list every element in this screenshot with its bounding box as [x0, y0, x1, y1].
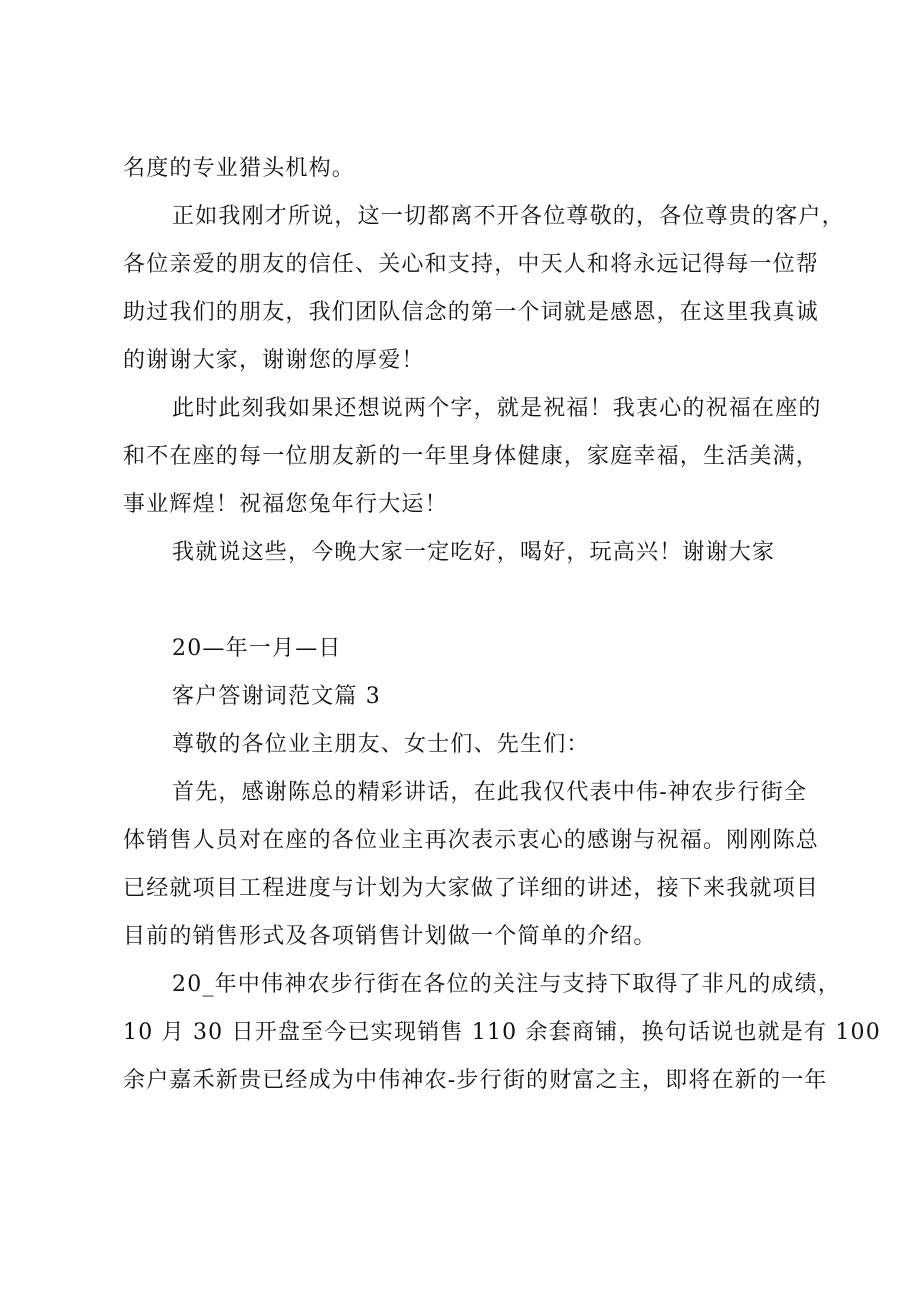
date-line: 20—年一月—日 [172, 636, 342, 661]
text-line: 目前的销售形式及各项销售计划做一个简单的介绍。 [123, 924, 657, 949]
paragraph-start: 正如我刚才所说，这一切都离不开各位尊敬的，各位尊贵的客户， [172, 204, 845, 229]
section-title: 客户答谢词范文篇 3 [172, 684, 381, 709]
text-line: 10 月 30 日开盘至今已实现销售 110 余套商铺，换句话说也就是有 100 [123, 1020, 881, 1045]
text-line: 和不在座的每一位朋友新的一年里身体健康，家庭幸福，生活美满， [123, 444, 820, 469]
text-line: 名度的专业猎头机构。 [123, 156, 356, 181]
text-line: 已经就项目工程进度与计划为大家做了详细的讲述，接下来我就项目 [123, 876, 820, 901]
text-line: 事业辉煌！祝福您兔年行大运！ [123, 492, 448, 517]
salutation: 尊敬的各位业主朋友、女士们、先生们： [172, 732, 590, 757]
text-line: 各位亲爱的朋友的信任、关心和支持，中天人和将永远记得每一位帮 [123, 252, 820, 277]
text-line: 体销售人员对在座的各位业主再次表示衷心的感谢与祝福。刚刚陈总 [123, 828, 820, 853]
text-line: 助过我们的朋友，我们团队信念的第一个词就是感恩，在这里我真诚 [123, 300, 820, 325]
paragraph-start: 此时此刻我如果还想说两个字，就是祝福！我衷心的祝福在座的 [172, 396, 822, 421]
paragraph-start: 20_年中伟神农步行街在各位的关注与支持下取得了非凡的成绩， [172, 972, 841, 997]
paragraph-start: 首先，感谢陈总的精彩讲话，在此我仅代表中伟-神农步行街全 [172, 780, 808, 805]
text-line: 的谢谢大家，谢谢您的厚爱！ [123, 348, 425, 373]
paragraph-start: 我就说这些，今晚大家一定吃好，喝好，玩高兴！谢谢大家 [172, 540, 776, 565]
text-line: 余户嘉禾新贵已经成为中伟神农-步行街的财富之主，即将在新的一年 [123, 1068, 828, 1093]
